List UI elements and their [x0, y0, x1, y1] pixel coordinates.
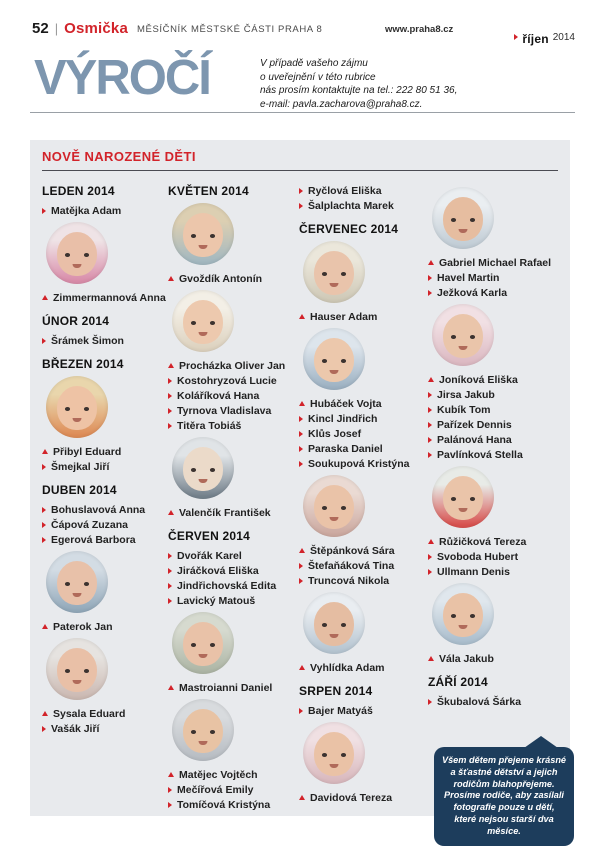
magazine-subtitle: MĚSÍČNÍK MĚSTSKÉ ČÁSTI PRAHA 8	[137, 24, 323, 35]
entry-name: Kincl Jindřich	[308, 412, 378, 425]
births-column	[168, 183, 295, 812]
entry-name: Truncová Nikola	[308, 574, 390, 587]
birth-entry	[168, 578, 295, 593]
bullet-up-icon	[168, 363, 174, 368]
birth-entry	[42, 517, 164, 532]
baby-photo	[303, 475, 365, 537]
bullet-right-icon	[168, 787, 172, 793]
birth-entry	[428, 447, 558, 462]
birth-entry	[299, 703, 424, 718]
section-divider	[30, 112, 575, 113]
entry-name: Havel Martin	[437, 271, 500, 284]
birth-entry	[42, 721, 164, 736]
birth-entry	[168, 358, 295, 373]
birth-entry	[428, 651, 558, 666]
bullet-right-icon	[42, 338, 46, 344]
birth-entry	[168, 680, 295, 695]
birth-entry	[168, 418, 295, 433]
birth-entry	[299, 456, 424, 471]
birth-entry	[299, 183, 424, 198]
entry-name: Dvořák Karel	[177, 549, 242, 562]
bullet-right-icon	[428, 437, 432, 443]
entry-name: Matějec Vojtěch	[179, 768, 258, 781]
bullet-up-icon	[168, 276, 174, 281]
entry-name: Růžičková Tereza	[439, 535, 527, 548]
website-url: www.praha8.cz	[385, 24, 454, 35]
births-columns	[42, 183, 558, 812]
birth-entry	[42, 619, 164, 634]
bullet-up-icon	[168, 685, 174, 690]
birth-entry	[168, 797, 295, 812]
entry-name: Vašák Jiří	[51, 722, 100, 735]
entry-name: Procházka Oliver Jan	[179, 359, 286, 372]
bullet-up-icon	[42, 295, 48, 300]
bullet-right-icon	[299, 563, 303, 569]
entry-name: Gabriel Michael Rafael	[439, 256, 552, 269]
bullet-right-icon	[299, 461, 303, 467]
entry-name: Přibyl Eduard	[53, 445, 122, 458]
entry-name: Kubík Tom	[437, 403, 491, 416]
baby-face	[443, 476, 483, 520]
bullet-up-icon	[428, 656, 434, 661]
bullet-up-icon	[299, 548, 305, 553]
baby-photo	[172, 203, 234, 265]
entry-name: Vyhlídka Adam	[310, 661, 385, 674]
entry-name: Vála Jakub	[439, 652, 494, 665]
entry-name: Matějka Adam	[51, 204, 122, 217]
month-heading: DUBEN 2014	[42, 483, 117, 497]
entry-name: Egerová Barbora	[51, 533, 136, 546]
contact-line: o uveřejnění v této rubrice	[260, 71, 376, 83]
entry-name: Koláříková Hana	[177, 389, 260, 402]
birth-entry	[168, 505, 295, 520]
entry-name: Ullmann Denis	[437, 565, 510, 578]
birth-entry	[168, 563, 295, 578]
entry-name: Tomíčová Kristýna	[177, 798, 271, 811]
baby-face	[443, 593, 483, 637]
birth-entry	[168, 548, 295, 563]
entry-name: Svoboda Hubert	[437, 550, 519, 563]
birth-entry	[428, 694, 558, 709]
bullet-right-icon	[514, 34, 518, 40]
entry-name: Joníková Eliška	[439, 373, 518, 386]
births-heading: NOVĚ NAROZENÉ DĚTI	[42, 149, 196, 164]
baby-face	[183, 300, 223, 344]
note-line: rodičům blahopřejeme.	[453, 778, 555, 789]
month-heading: ČERVENEC 2014	[299, 222, 399, 236]
entry-name: Šalplachta Marek	[308, 199, 394, 212]
entry-name: Bajer Matyáš	[308, 704, 373, 717]
month-heading: SRPEN 2014	[299, 684, 373, 698]
baby-face	[314, 485, 354, 529]
month-heading: BŘEZEN 2014	[42, 357, 124, 371]
birth-entry	[168, 373, 295, 388]
birth-entry	[428, 372, 558, 387]
births-column	[299, 183, 424, 812]
birth-entry	[428, 270, 558, 285]
bullet-up-icon	[168, 510, 174, 515]
entry-name: Kostohryzová Lucie	[177, 374, 277, 387]
entry-name: Šmejkal Jiří	[51, 460, 110, 473]
baby-face	[183, 447, 223, 491]
bullet-up-icon	[428, 539, 434, 544]
issue-date	[514, 23, 575, 51]
baby-face	[314, 732, 354, 776]
bullet-right-icon	[168, 802, 172, 808]
baby-photo	[303, 328, 365, 390]
birth-entry	[299, 426, 424, 441]
bullet-right-icon	[428, 422, 432, 428]
birth-entry	[42, 459, 164, 474]
birth-entry	[42, 333, 164, 348]
contact-line: e-mail: pavla.zacharova@praha8.cz.	[260, 98, 423, 110]
birth-entry	[299, 660, 424, 675]
note-line: a šťastné dětství a jejich	[450, 766, 558, 777]
bullet-up-icon	[299, 665, 305, 670]
birth-entry	[428, 285, 558, 300]
birth-entry	[299, 543, 424, 558]
entry-name: Mastroianni Daniel	[179, 681, 273, 694]
births-panel	[30, 140, 570, 836]
entry-name: Jindřichovská Edita	[177, 579, 277, 592]
bullet-right-icon	[168, 598, 172, 604]
bullet-up-icon	[299, 314, 305, 319]
entry-name: Sysala Eduard	[53, 707, 126, 720]
baby-face	[57, 561, 97, 605]
month-heading: ČERVEN 2014	[168, 529, 251, 543]
entry-name: Štefaňáková Tina	[308, 559, 395, 572]
entry-name: Jiráčková Eliška	[177, 564, 259, 577]
entry-name: Tyrnova Vladislava	[177, 404, 272, 417]
issue-year: 2014	[552, 31, 575, 43]
birth-entry	[42, 444, 164, 459]
bullet-right-icon	[299, 188, 303, 194]
birth-entry	[428, 402, 558, 417]
entry-name: Ryčlová Eliška	[308, 184, 382, 197]
bullet-right-icon	[428, 452, 432, 458]
bullet-right-icon	[299, 203, 303, 209]
baby-photo	[432, 466, 494, 528]
magazine-logo	[32, 20, 128, 37]
entry-name: Hauser Adam	[310, 310, 378, 323]
birth-entry	[42, 502, 164, 517]
bullet-right-icon	[42, 726, 46, 732]
birth-entry	[299, 790, 424, 805]
birth-entry	[168, 388, 295, 403]
contact-info	[260, 57, 457, 111]
baby-photo	[46, 376, 108, 438]
baby-face	[57, 232, 97, 276]
contact-line: nás prosím kontaktujte na tel.: 222 80 51 36,	[260, 85, 458, 96]
bullet-right-icon	[42, 537, 46, 543]
baby-face	[443, 314, 483, 358]
bullet-right-icon	[299, 416, 303, 422]
birth-entry	[428, 387, 558, 402]
bullet-right-icon	[299, 431, 303, 437]
birth-entry	[168, 782, 295, 797]
issue-month: říjen	[522, 32, 549, 46]
entry-name: Čápová Zuzana	[51, 518, 129, 531]
month-heading: LEDEN 2014	[42, 184, 115, 198]
baby-face	[183, 709, 223, 753]
entry-name: Paterok Jan	[53, 620, 113, 633]
bullet-right-icon	[168, 393, 172, 399]
baby-face	[57, 386, 97, 430]
page-number: 52	[32, 20, 49, 37]
baby-face	[57, 648, 97, 692]
entry-name: Zimmermannová Anna	[53, 291, 166, 304]
note-line: Všem dětem přejeme krásné	[441, 755, 567, 765]
month-heading: KVĚTEN 2014	[168, 184, 249, 198]
birth-entry	[428, 534, 558, 549]
note-box	[434, 747, 574, 846]
bullet-up-icon	[299, 795, 305, 800]
baby-photo	[172, 699, 234, 761]
birth-entry	[299, 558, 424, 573]
baby-photo	[303, 241, 365, 303]
note-line: fotografie pouze u dětí,	[453, 802, 555, 813]
entry-name: Paraska Daniel	[308, 442, 383, 455]
birth-entry	[168, 403, 295, 418]
bullet-right-icon	[42, 208, 46, 214]
bullet-right-icon	[428, 407, 432, 413]
baby-photo	[46, 222, 108, 284]
entry-name: Lavický Matouš	[177, 594, 256, 607]
entry-name: Štěpánková Sára	[310, 544, 395, 557]
birth-entry	[299, 441, 424, 456]
baby-face	[314, 338, 354, 382]
section-title: VÝROČÍ	[34, 51, 210, 105]
birth-entry	[428, 564, 558, 579]
birth-entry	[428, 255, 558, 270]
baby-face	[443, 197, 483, 241]
bullet-up-icon	[428, 377, 434, 382]
baby-face	[314, 251, 354, 295]
heading-divider	[42, 170, 558, 171]
entry-name: Valenčík František	[179, 506, 271, 519]
baby-photo	[303, 722, 365, 784]
birth-entry	[299, 411, 424, 426]
baby-photo	[172, 612, 234, 674]
baby-photo	[172, 290, 234, 352]
entry-name: Gvoždík Antonín	[179, 272, 263, 285]
note-line: Prosíme rodiče, aby zasílali	[443, 790, 564, 801]
birth-entry	[42, 290, 164, 305]
entry-name: Hubáček Vojta	[310, 397, 382, 410]
birth-entry	[299, 573, 424, 588]
birth-entry	[428, 549, 558, 564]
bullet-up-icon	[428, 260, 434, 265]
baby-face	[183, 213, 223, 257]
entry-name: Škubalová Šárka	[437, 695, 522, 708]
bullet-right-icon	[299, 446, 303, 452]
entry-name: Šrámek Šimon	[51, 334, 124, 347]
birth-entry	[299, 309, 424, 324]
baby-photo	[432, 304, 494, 366]
baby-photo	[432, 187, 494, 249]
births-column	[42, 183, 164, 812]
month-heading: ZÁŘÍ 2014	[428, 675, 488, 689]
birth-entry	[428, 432, 558, 447]
birth-entry	[168, 767, 295, 782]
bullet-up-icon	[168, 772, 174, 777]
bullet-right-icon	[299, 578, 303, 584]
entry-name: Jirsa Jakub	[437, 388, 495, 401]
baby-photo	[46, 638, 108, 700]
bullet-right-icon	[168, 583, 172, 589]
birth-entry	[42, 706, 164, 721]
birth-entry	[168, 271, 295, 286]
bullet-right-icon	[428, 554, 432, 560]
bullet-up-icon	[42, 449, 48, 454]
baby-photo	[46, 551, 108, 613]
logo-divider: |	[54, 21, 59, 36]
birth-entry	[42, 532, 164, 547]
bullet-right-icon	[42, 522, 46, 528]
entry-name: Mečířová Emily	[177, 783, 254, 796]
bullet-right-icon	[428, 569, 432, 575]
entry-name: Titěra Tobiáš	[177, 419, 242, 432]
bullet-right-icon	[42, 507, 46, 513]
entry-name: Bohuslavová Anna	[51, 503, 146, 516]
birth-entry	[168, 593, 295, 608]
baby-photo	[172, 437, 234, 499]
bullet-right-icon	[168, 378, 172, 384]
bullet-right-icon	[168, 568, 172, 574]
bullet-right-icon	[428, 290, 432, 296]
bullet-up-icon	[42, 711, 48, 716]
entry-name: Soukupová Kristýna	[308, 457, 410, 470]
bullet-right-icon	[428, 699, 432, 705]
masthead	[32, 20, 575, 46]
bullet-right-icon	[428, 392, 432, 398]
entry-name: Pařízek Dennis	[437, 418, 512, 431]
contact-line: V případě vašeho zájmu	[260, 58, 368, 69]
births-column	[428, 183, 558, 812]
bullet-up-icon	[42, 624, 48, 629]
bullet-right-icon	[428, 275, 432, 281]
bullet-right-icon	[168, 553, 172, 559]
bullet-right-icon	[42, 464, 46, 470]
entry-name: Ježková Karla	[437, 286, 508, 299]
birth-entry	[42, 203, 164, 218]
entry-name: Klůs Josef	[308, 427, 362, 440]
brand-name: Osmička	[64, 20, 129, 37]
birth-entry	[428, 417, 558, 432]
bullet-up-icon	[299, 401, 305, 406]
entry-name: Davidová Tereza	[310, 791, 393, 804]
birth-entry	[299, 396, 424, 411]
month-heading: ÚNOR 2014	[42, 314, 110, 328]
bullet-right-icon	[299, 708, 303, 714]
entry-name: Palánová Hana	[437, 433, 512, 446]
note-line: které nejsou starší dva měsíce.	[454, 813, 554, 836]
baby-face	[183, 622, 223, 666]
bullet-right-icon	[168, 408, 172, 414]
bullet-right-icon	[168, 423, 172, 429]
baby-photo	[303, 592, 365, 654]
entry-name: Pavlínková Stella	[437, 448, 523, 461]
baby-photo	[432, 583, 494, 645]
baby-face	[314, 602, 354, 646]
birth-entry	[299, 198, 424, 213]
